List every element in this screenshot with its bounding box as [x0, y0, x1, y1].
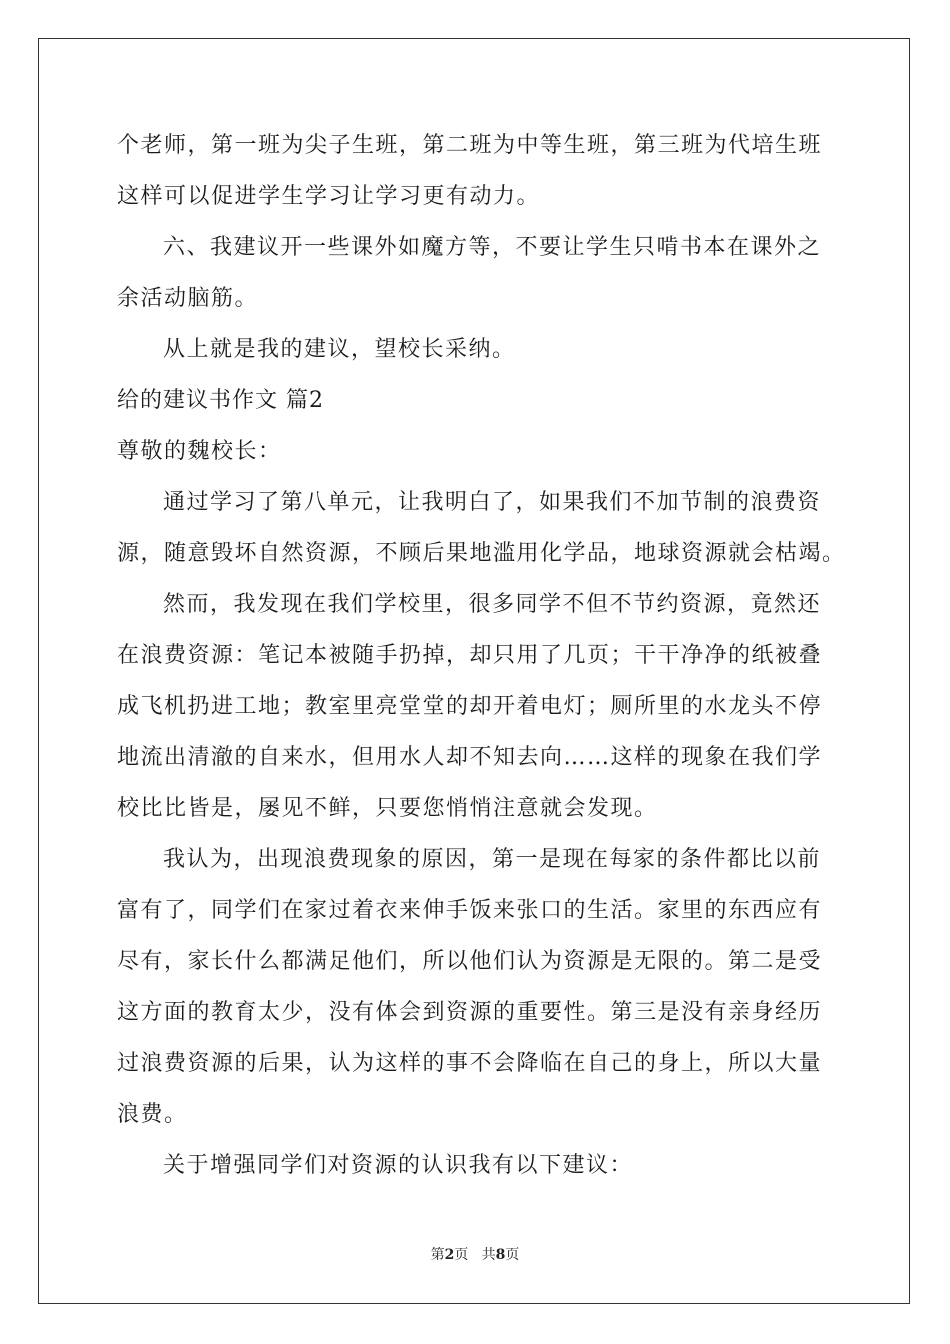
text-line: 余活动脑筋。: [117, 286, 259, 311]
paragraph-start: 然而，我发现在我们学校里，很多同学不但不节约资源，竟然还: [163, 592, 822, 617]
text-line: 地流出清澈的自来水，但用水人却不知去向……这样的现象在我们学: [117, 745, 823, 770]
section-heading: 给的建议书作文 篇2: [117, 388, 324, 413]
document-body: [117, 120, 846, 1191]
text-line: 富有了，同学们在家过着衣来伸手饭来张口的生活。家里的东西应有: [117, 898, 823, 923]
text-line: 成飞机扔进工地；教室里亮堂堂的却开着电灯；厕所里的水龙头不停: [117, 694, 823, 719]
total-pages: 8: [495, 1247, 506, 1263]
page-suffix: 页: [454, 1247, 469, 1263]
paragraph-start: 我认为，出现浪费现象的原因，第一是现在每家的条件都比以前: [163, 847, 822, 872]
page-prefix: 第: [430, 1247, 445, 1263]
text-line: 个老师，第一班为尖子生班，第二班为中等生班，第三班为代培生班: [117, 133, 823, 158]
text-line: 这方面的教育太少，没有体会到资源的重要性。第三是没有亲身经历: [117, 1000, 823, 1025]
text-line: 校比比皆是，屡见不鲜，只要您悄悄注意就会发现。: [117, 796, 658, 821]
text-line: 这样可以促进学生学习让学习更有动力。: [117, 184, 541, 209]
total-prefix: 共: [481, 1247, 496, 1263]
paragraph-start: 关于增强同学们对资源的认识我有以下建议：: [163, 1153, 634, 1178]
text-line: 尽有，家长什么都满足他们，所以他们认为资源是无限的。第二是受: [117, 949, 823, 974]
paragraph-start: 通过学习了第八单元，让我明白了，如果我们不加节制的浪费资: [163, 490, 822, 515]
paragraph-start: 六、我建议开一些课外如魔方等，不要让学生只啃书本在课外之: [163, 235, 822, 260]
paragraph-start: 从上就是我的建议，望校长采纳。: [163, 337, 516, 362]
text-line: 过浪费资源的后果，认为这样的事不会降临在自己的身上，所以大量: [117, 1051, 823, 1076]
text-line: 在浪费资源：笔记本被随手扔掉，却只用了几页；干干净净的纸被叠: [117, 643, 823, 668]
text-line: 源，随意毁坏自然资源，不顾后果地滥用化学品，地球资源就会枯竭。: [117, 541, 846, 566]
page-footer: [0, 1244, 950, 1264]
salutation: 尊敬的魏校长：: [117, 439, 282, 464]
page-number: 2: [444, 1247, 455, 1263]
text-line: 浪费。: [117, 1102, 188, 1127]
total-suffix: 页: [505, 1247, 520, 1263]
